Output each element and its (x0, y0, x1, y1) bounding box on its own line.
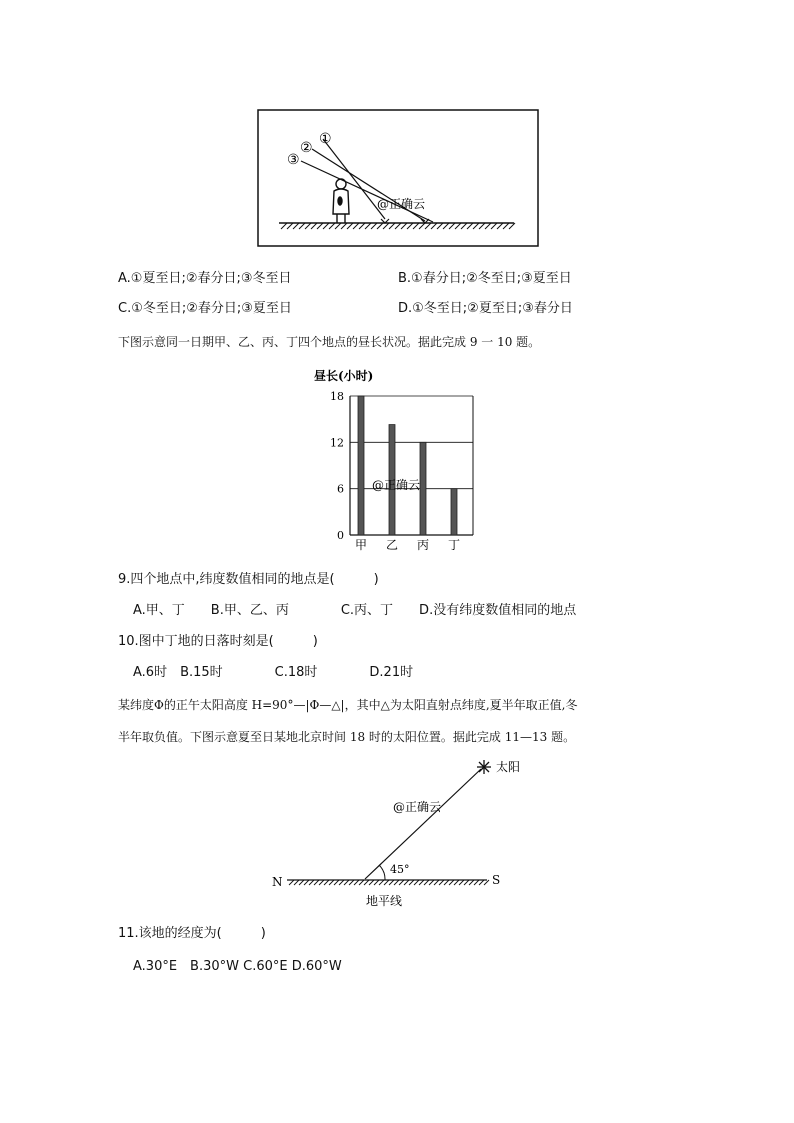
chart-ytick-label: 18 (330, 390, 344, 403)
horizon-label: 地平线 (366, 894, 403, 908)
sun-position-figure (265, 755, 521, 910)
marker-3: ③ (287, 152, 300, 168)
intro-9-10: 下图示意同一日期甲、乙、丙、丁四个地点的昼长状况。据此完成 9 一 10 题。 (118, 335, 541, 349)
q8-option-a: A.①夏至日;②春分日;③冬至日 (118, 271, 292, 286)
daylength-chart (310, 362, 490, 562)
q11-stem: 11.该地的经度为( ) (118, 926, 266, 941)
intro-11-13-line2: 半年取负值。下图示意夏至日某地北京时间 18 时的太阳位置。据此完成 11—13 题。 (118, 730, 576, 744)
chart-category-label: 丙 (416, 538, 430, 552)
chart-category-label: 甲 (354, 538, 368, 552)
chart-watermark: @正确云 (372, 478, 421, 492)
marker-2: ② (300, 140, 313, 156)
sun-label: 太阳 (496, 760, 521, 774)
chart-ytick-label: 12 (330, 436, 344, 450)
chart-ytick-label: 0 (337, 529, 344, 542)
chart-bar (420, 442, 426, 535)
q9-options: A.甲、丁 B.甲、乙、丙 C.丙、丁 D.没有纬度数值相同的地点 (133, 603, 577, 618)
q8-option-d: D.①冬至日;②夏至日;③春分日 (398, 301, 573, 316)
shadow-figure (257, 109, 539, 247)
sun-position-svg (265, 755, 521, 910)
watermark: @正确云 (377, 197, 426, 211)
chart-bar (358, 396, 364, 535)
marker-1: ① (319, 131, 332, 147)
chart-category-label: 丁 (447, 538, 461, 552)
q11-options: A.30°E B.30°W C.60°E D.60°W (133, 959, 342, 974)
q8-option-b: B.①春分日;②冬至日;③夏至日 (398, 271, 572, 286)
figure3-watermark: @正确云 (393, 800, 442, 814)
daylength-chart-svg (310, 362, 490, 562)
angle-label: 45° (390, 863, 410, 876)
chart-ytick-label: 6 (337, 482, 344, 496)
south-label: S (492, 873, 501, 887)
chart-ylabel: 昼长(小时) (314, 369, 374, 383)
q10-stem: 10.图中丁地的日落时刻是( ) (118, 634, 318, 649)
north-label: N (272, 875, 283, 889)
q10-options: A.6时 B.15时 C.18时 D.21时 (133, 665, 414, 680)
q9-stem: 9.四个地点中,纬度数值相同的地点是( ) (118, 572, 379, 587)
intro-11-13-line1: 某纬度Φ的正午太阳高度 H=90°—|Φ—△|，其中△为太阳直射点纬度,夏半年取正值,冬 (118, 698, 578, 712)
q8-option-c: C.①冬至日;②春分日;③夏至日 (118, 301, 292, 316)
shadow-figure-drawing (257, 109, 539, 247)
sun-icon (477, 760, 491, 774)
chart-category-label: 乙 (385, 538, 399, 552)
chart-bar (451, 489, 457, 535)
